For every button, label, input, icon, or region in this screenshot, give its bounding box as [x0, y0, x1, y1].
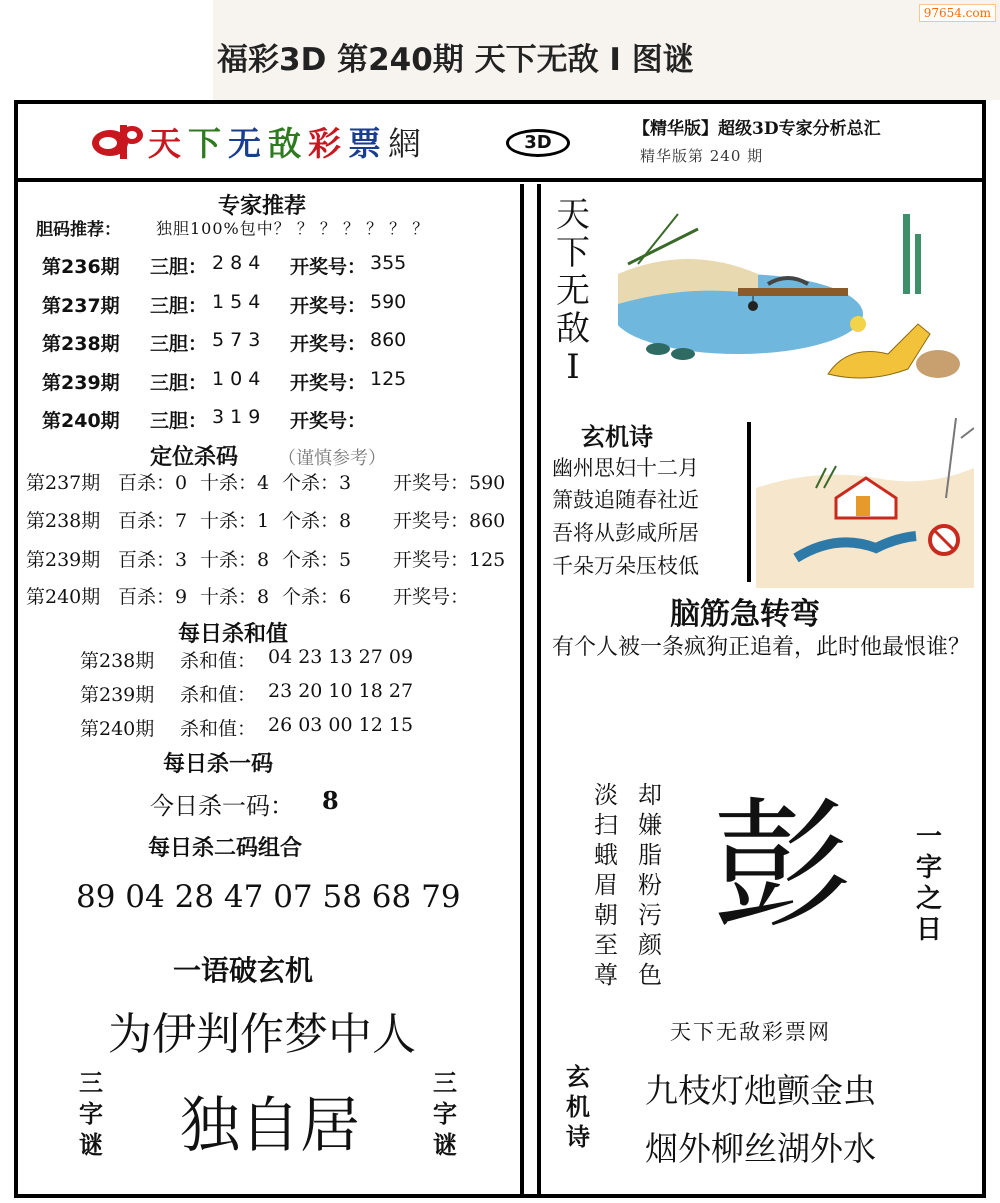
edition-title: 【精华版】超级3D专家分析总汇 [633, 119, 881, 139]
kill-row [0, 545, 520, 571]
poem-divider [747, 422, 751, 582]
sum-row [0, 680, 520, 706]
verse-char: 污 [638, 901, 662, 929]
issue: 第239期 [80, 684, 155, 706]
draw: 开奖号：860 [393, 510, 506, 532]
verse-char: 粉 [638, 871, 662, 899]
expert-row [0, 406, 510, 430]
label-char: 诗 [566, 1123, 590, 1151]
draw-label: 开奖号： [290, 372, 367, 394]
units-kill: 个杀：8 [282, 510, 352, 532]
sum-row [0, 714, 520, 740]
logo-char: 敌 [268, 124, 308, 163]
kill-row [0, 506, 520, 532]
issue: 第239期 [26, 549, 101, 571]
dan-label: 三胆： [150, 372, 208, 394]
kill-one-heading: 每日杀一码 [163, 752, 274, 777]
issue: 第240期 [80, 718, 155, 740]
logo-char: 天 [148, 124, 188, 163]
riddle-illustration-top [618, 204, 960, 388]
draw-number: 590 [370, 291, 407, 313]
verse-char: 朝 [594, 901, 618, 929]
poem-line: 吾将从彭咸所居 [552, 521, 699, 545]
label-char: 一 [915, 822, 942, 852]
verse-char: 颜 [638, 931, 662, 959]
vertical-verse-left [592, 780, 620, 990]
label-char: 字 [433, 1100, 457, 1128]
draw-number: 860 [370, 329, 407, 351]
three-char-label-left [66, 1068, 116, 1161]
label-char: 机 [566, 1093, 590, 1121]
kill-one-value: 8 [322, 786, 339, 815]
dan-label: 胆码推荐： [36, 220, 121, 240]
expert-row [0, 252, 510, 276]
three-char-label-right [420, 1068, 470, 1161]
brain-teaser-heading: 脑筋急转弯 [670, 597, 820, 632]
draw: 开奖号：590 [393, 472, 506, 494]
draw-label: 开奖号： [290, 295, 367, 317]
units-kill: 个杀：6 [282, 586, 352, 608]
dan-label: 三胆： [150, 333, 208, 355]
draw-label: 开奖号： [290, 410, 367, 432]
riddle-heading: 一语破玄机 [173, 954, 314, 987]
issue: 第240期 [26, 586, 101, 608]
logo-char: 无 [228, 124, 268, 163]
sum-values: 23 20 10 18 27 [268, 680, 414, 702]
sum-label: 杀和值： [180, 718, 257, 740]
bottom-poem-label [556, 1062, 600, 1152]
site-name: 天下无敌彩票网 [670, 1020, 831, 1044]
issue: 第237期 [42, 295, 120, 317]
dan-value: 独胆100%包中？ ？ ？ ？ ？ ？ ？ [156, 219, 430, 238]
poem-line: 幽州思妇十二月 [552, 456, 699, 480]
dan-label: 三胆： [150, 256, 208, 278]
page-title: 福彩3D 第240期 天下无敌 I 图谜 [217, 42, 694, 78]
label-char: 三 [79, 1069, 103, 1097]
title-char: I [566, 347, 580, 387]
draw-label: 开奖号： [290, 256, 367, 278]
edition-issue: 精华版第 240 期 [640, 147, 764, 165]
label-char: 字 [79, 1100, 103, 1128]
draw: 开奖号： [393, 586, 470, 608]
badge-3d: 3D [506, 129, 570, 157]
verse-char: 色 [638, 961, 662, 989]
kill-one-label: 今日杀一码： [150, 792, 294, 820]
bottom-poem-line: 烟外柳丝湖外水 [645, 1129, 876, 1168]
draw-number: 125 [370, 368, 407, 390]
logo-char: 彩 [308, 124, 348, 163]
issue: 第240期 [42, 410, 120, 432]
label-char: 玄 [566, 1063, 590, 1091]
three-char-answer: 独自居 [180, 1091, 360, 1161]
expert-row [0, 291, 510, 315]
issue: 第236期 [42, 256, 120, 278]
poem-line: 箫鼓追随春社近 [552, 488, 699, 512]
label-char: 字 [915, 853, 942, 883]
title-char: 下 [556, 233, 590, 273]
dan-label: 三胆： [150, 410, 208, 432]
kill-row [0, 582, 520, 608]
tens-kill: 十杀：1 [200, 510, 270, 532]
hundreds-kill: 百杀：0 [118, 472, 188, 494]
sum-label: 杀和值： [180, 650, 257, 672]
poem-line: 千朵万朵压枝低 [552, 554, 699, 578]
issue: 第238期 [80, 650, 155, 672]
units-kill: 个杀：5 [282, 549, 352, 571]
hundreds-kill: 百杀：3 [118, 549, 188, 571]
experts-heading: 专家推荐 [218, 194, 307, 219]
tens-kill: 十杀：8 [200, 549, 270, 571]
expert-row [0, 368, 510, 392]
verse-char: 脂 [638, 841, 662, 869]
logo-text [148, 118, 428, 165]
position-kill-heading: 定位杀码 [150, 445, 239, 470]
verse-char: 扫 [594, 811, 618, 839]
kill-row [0, 468, 520, 494]
sum-values: 04 23 13 27 09 [268, 646, 414, 668]
title-char: 敌 [556, 309, 590, 349]
poem-heading: 玄机诗 [581, 423, 653, 451]
riddle-text: 为伊判作梦中人 [108, 1009, 416, 1060]
site-tag[interactable]: 97654.com [919, 4, 996, 22]
units-kill: 个杀：3 [282, 472, 352, 494]
title-char: 天 [556, 195, 590, 235]
verse-char: 嫌 [638, 811, 662, 839]
verse-char: 眉 [594, 871, 618, 899]
kill-two-values: 89 04 28 47 07 58 68 79 [76, 879, 461, 915]
issue: 第238期 [26, 510, 101, 532]
vertical-title [553, 196, 593, 386]
one-char-label [908, 822, 950, 946]
hundreds-kill: 百杀：9 [118, 586, 188, 608]
issue: 第239期 [42, 372, 120, 394]
sum-label: 杀和值： [180, 684, 257, 706]
verse-char: 却 [638, 781, 662, 809]
verse-char: 尊 [594, 961, 618, 989]
label-char: 日 [915, 915, 942, 945]
verse-char: 淡 [594, 781, 618, 809]
logo-icon [88, 121, 146, 163]
vertical-verse-right [636, 780, 664, 990]
dan-numbers: 3 1 9 [212, 406, 261, 428]
sum-values: 26 03 00 12 15 [268, 714, 414, 736]
label-char: 谜 [433, 1131, 457, 1159]
logo-char: 票 [348, 124, 388, 163]
bottom-poem-line: 九枝灯灺颤金虫 [645, 1071, 876, 1110]
dan-label: 三胆： [150, 295, 208, 317]
draw: 开奖号：125 [393, 549, 506, 571]
kill-two-heading: 每日杀二码组合 [148, 836, 303, 861]
draw-label: 开奖号： [290, 333, 367, 355]
brain-teaser-text: 有个人被一条疯狗正追着，此时他最恨谁？ [552, 635, 971, 660]
label-char: 之 [915, 884, 942, 914]
issue: 第237期 [26, 472, 101, 494]
draw-number: 355 [370, 252, 407, 274]
dan-numbers: 1 5 4 [212, 291, 261, 313]
sum-kill-heading: 每日杀和值 [178, 622, 289, 647]
sum-row [0, 646, 520, 672]
riddle-illustration-poem [756, 408, 974, 588]
issue: 第238期 [42, 333, 120, 355]
dan-numbers: 5 7 3 [212, 329, 261, 351]
hundreds-kill: 百杀：7 [118, 510, 188, 532]
label-char: 谜 [79, 1131, 103, 1159]
position-kill-note: （谨慎参考） [278, 448, 386, 469]
dan-numbers: 1 0 4 [212, 368, 261, 390]
expert-row [0, 329, 510, 353]
logo-char: 網 [388, 124, 428, 163]
tens-kill: 十杀：8 [200, 586, 270, 608]
logo-char: 下 [188, 124, 228, 163]
label-char: 三 [433, 1069, 457, 1097]
dan-numbers: 2 8 4 [212, 252, 261, 274]
tens-kill: 十杀：4 [200, 472, 270, 494]
verse-char: 蛾 [594, 841, 618, 869]
big-character: 彭 [712, 785, 853, 948]
verse-char: 至 [594, 931, 618, 959]
title-char: 无 [556, 271, 590, 311]
